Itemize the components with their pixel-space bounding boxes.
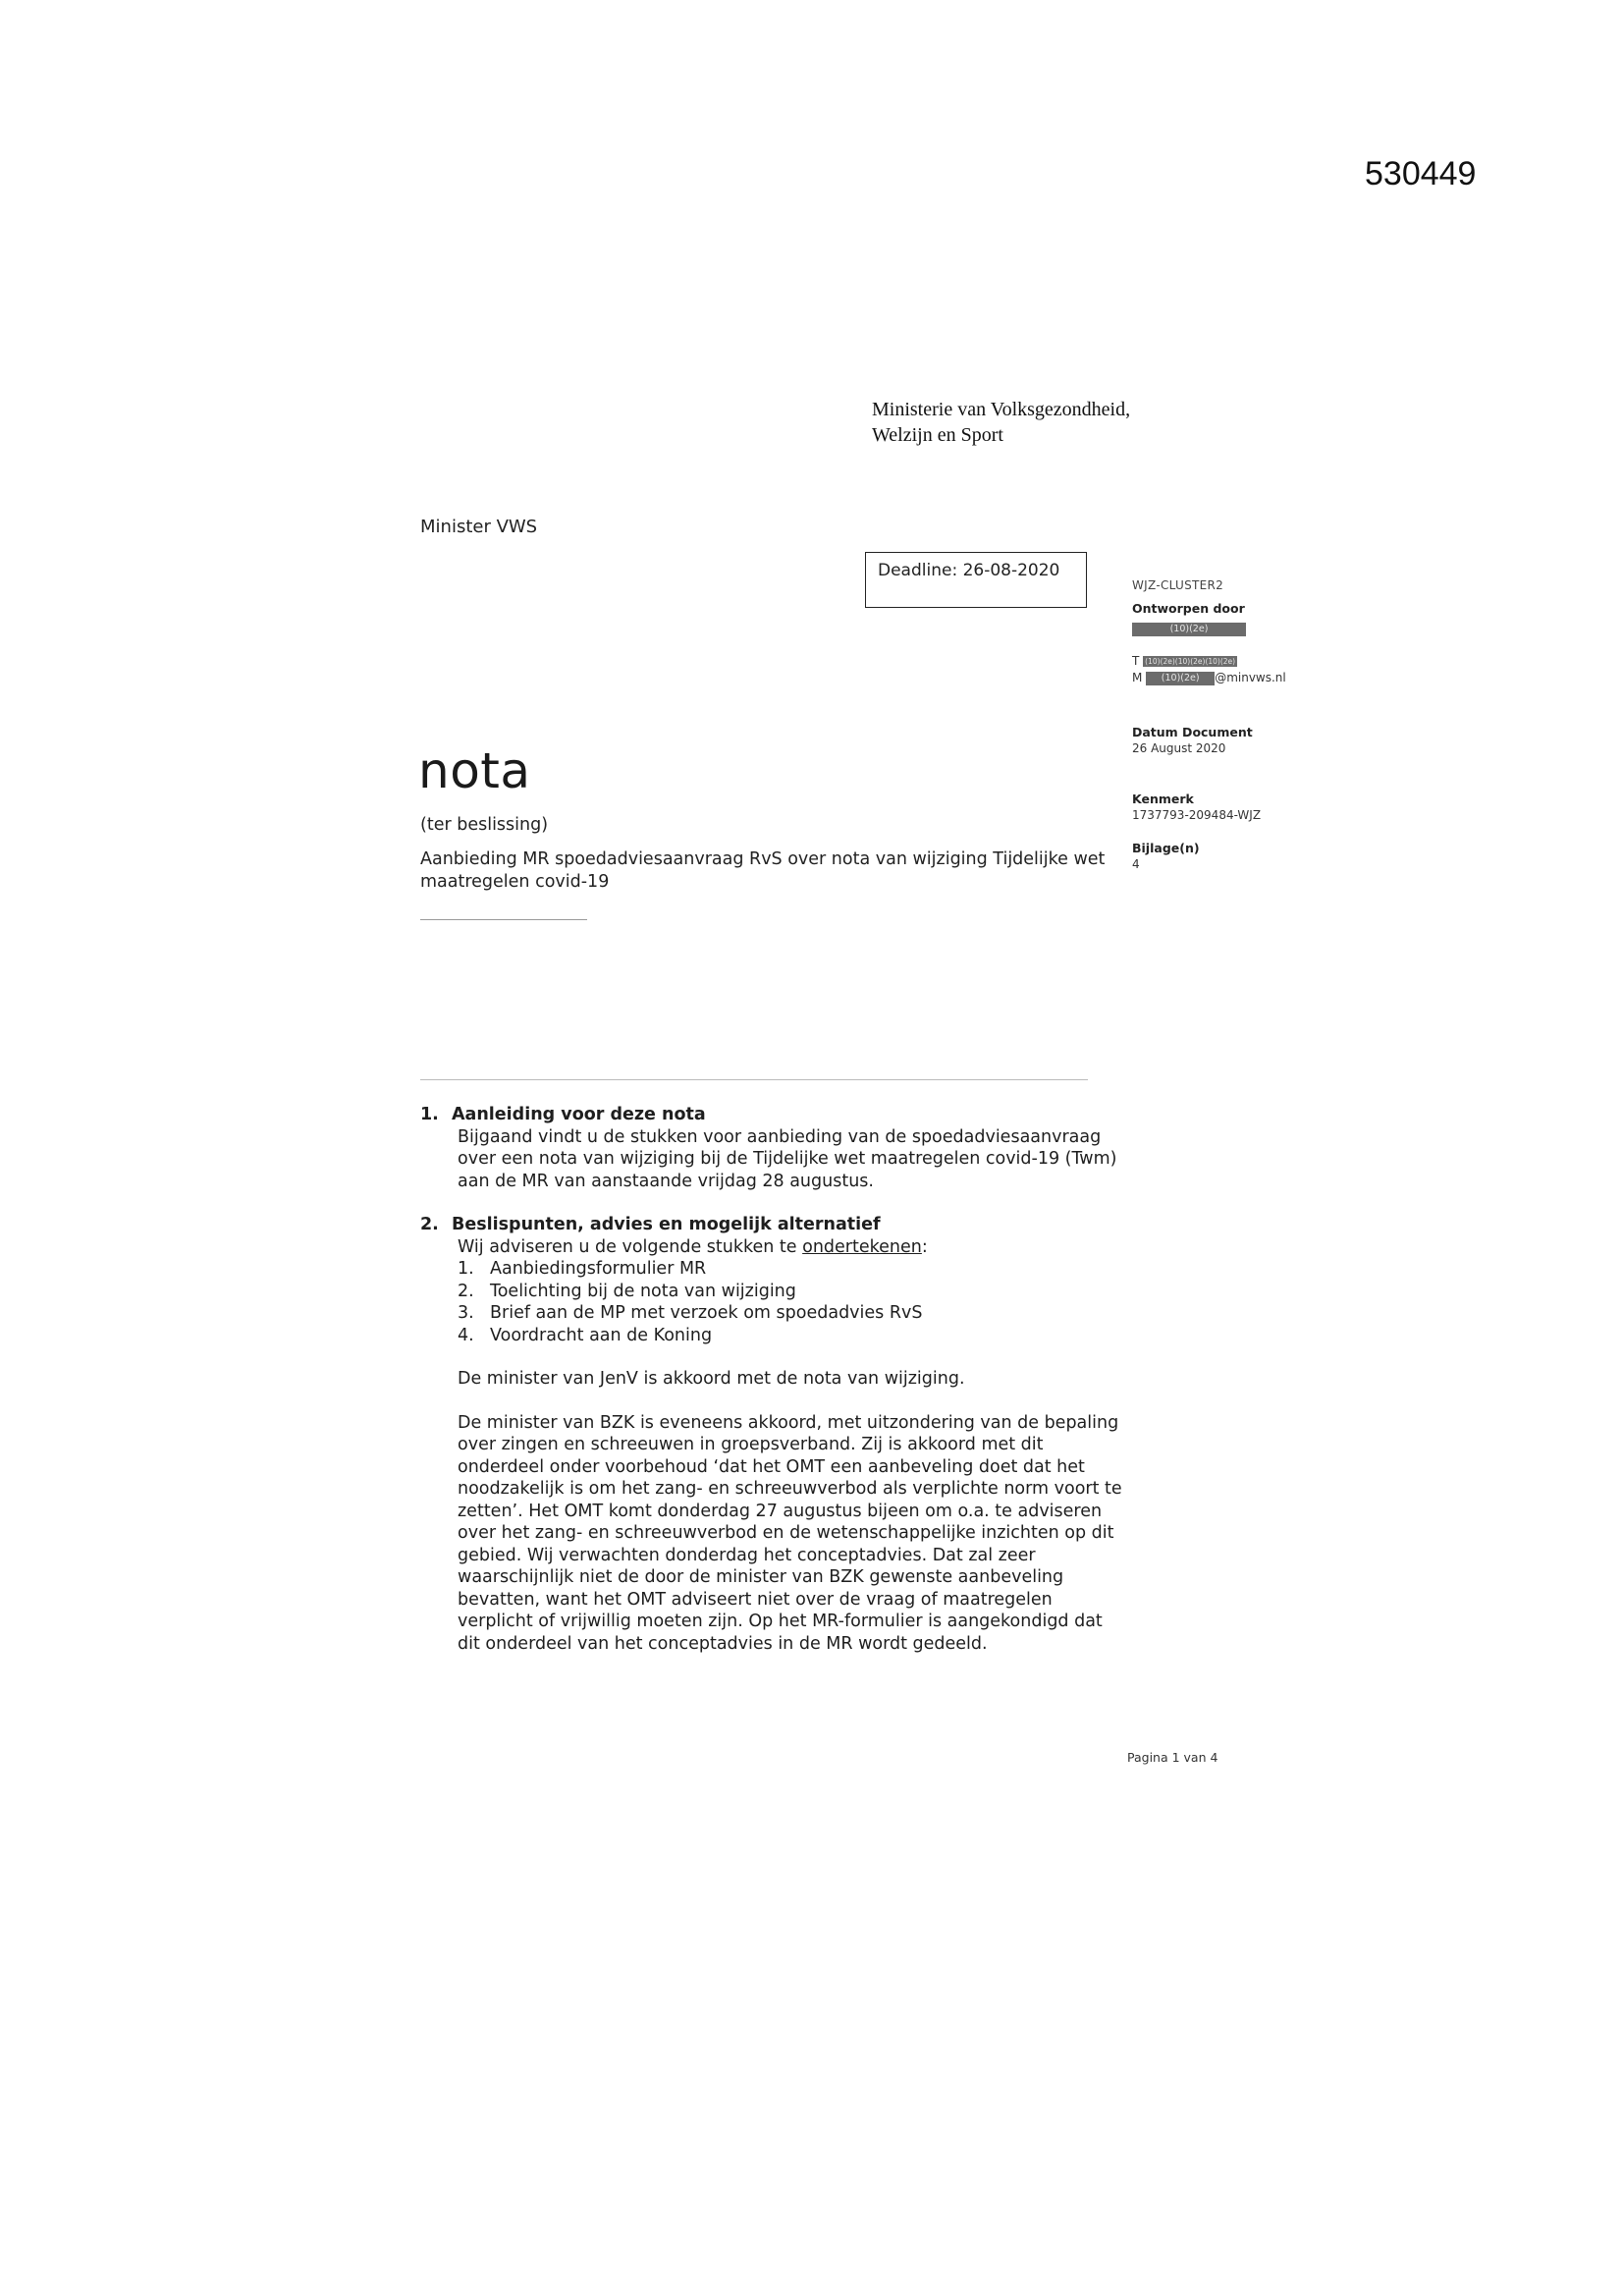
reference-value: 1737793-209484-WJZ <box>1132 808 1262 822</box>
section-1-body <box>420 1126 1127 1193</box>
documents-list <box>458 1258 1127 1346</box>
section-2 <box>420 1214 1127 1655</box>
list-item-number: 3. <box>458 1303 474 1323</box>
phone-redaction: (10)(2e)(10)(2e)(10)(2e) <box>1145 657 1236 666</box>
long-divider <box>420 1079 1088 1080</box>
mobile-redaction: (10)(2e) <box>1146 672 1215 685</box>
attachments-label: Bijlage(n) <box>1132 841 1200 855</box>
attachments-value: 4 <box>1132 857 1140 871</box>
deadline-text: Deadline: 26-08-2020 <box>878 561 1060 580</box>
designed-by-redaction: (10)(2e) <box>1132 623 1246 636</box>
date-value: 26 August 2020 <box>1132 741 1226 755</box>
designed-by-label: Ontworpen door <box>1132 601 1245 616</box>
list-item-number: 4. <box>458 1325 474 1345</box>
deadline-box <box>865 552 1087 608</box>
phone-row <box>1132 653 1328 670</box>
addressee: Minister VWS <box>420 517 538 537</box>
section-2-heading <box>420 1214 1127 1236</box>
intro-underlined-word: ondertekenen <box>802 1236 922 1257</box>
section-2-number: 2. <box>420 1215 439 1234</box>
designed-by-row <box>1132 621 1328 637</box>
section-1-text: Bijgaand vindt u de stukken voor aanbieding van de spoedadviesaanvraag over een nota van wijziging bij de Tijdelijke wet maatregelen covid-19 (Twm) aan de MR van aanstaande vrijdag 28 augustus. <box>458 1126 1117 1191</box>
paragraph-jenv: De minister van JenV is akkoord met de nota van wijziging. <box>458 1369 965 1389</box>
section-1-heading <box>420 1104 1127 1126</box>
sidebar-metadata <box>1132 577 1328 873</box>
list-item <box>458 1281 1127 1303</box>
list-item-label: Toelichting bij de nota van wijziging <box>490 1281 796 1301</box>
reference-label: Kenmerk <box>1132 792 1194 806</box>
list-item-label: Brief aan de MP met verzoek om spoedadvies RvS <box>490 1303 923 1323</box>
mobile-prefix: M <box>1132 671 1143 684</box>
intro-colon: : <box>921 1236 928 1257</box>
document-subject: Aanbieding MR spoedadviesaanvraag RvS over nota van wijziging Tijdelijke wet maatregelen covid-19 <box>420 849 1106 892</box>
document-subtitle: (ter beslissing) <box>420 815 549 835</box>
section-2-intro <box>458 1236 1127 1259</box>
email-suffix: @minvws.nl <box>1215 671 1286 684</box>
section-2-body <box>420 1236 1127 1656</box>
list-item <box>458 1325 1127 1347</box>
intro-text: Wij adviseren u de volgende stukken te <box>458 1236 803 1257</box>
paragraph-bzk: De minister van BZK is eveneens akkoord, met uitzondering van de bepaling over zingen en schreeuwen in groepsverband. Zij is akkoord met dit onderdeel onder voorbehoud ‘dat het OMT een aanbeveling doet dat het noodzakelijk is om het zang- en schreeuwverbod als verplichte norm voort te zetten’. Het OMT komt donderdag 27 augustus bijeen om o.a. te adviseren over het zang- en schreeuwverbod en de wetenschappelijke inzichten op dit gebied. Wij verwachten donderdag het conceptadvies. Dat zal zeer waarschijnlijk niet de door de minister van BZK gewenste aanbeveling bevatten, want het OMT adviseert niet over de vraag of maatregelen verplicht of vrijwillig moeten zijn. Op het MR-formulier is aangekondigd dat dit onderdeel van het conceptadvies in de MR wordt gedeeld. <box>458 1412 1122 1654</box>
list-item <box>458 1258 1127 1281</box>
section-2-title: Beslispunten, advies en mogelijk alternatief <box>452 1215 881 1234</box>
short-divider <box>420 919 587 920</box>
ministry-line-1: Ministerie van Volksgezondheid, <box>872 399 1131 420</box>
section-1-title: Aanleiding voor deze nota <box>452 1105 706 1124</box>
page-number: Pagina 1 van 4 <box>1127 1750 1218 1765</box>
list-item-number: 1. <box>458 1259 474 1279</box>
list-item-number: 2. <box>458 1281 474 1301</box>
ministry-name <box>872 397 1130 448</box>
list-item-label: Aanbiedingsformulier MR <box>490 1259 707 1279</box>
ministry-line-2: Welzijn en Sport <box>872 424 1003 446</box>
mobile-row <box>1132 670 1328 686</box>
department-code: WJZ-CLUSTER2 <box>1132 578 1224 592</box>
section-1-number: 1. <box>420 1105 439 1124</box>
document-number: 530449 <box>1365 155 1477 192</box>
list-item-label: Voordracht aan de Koning <box>490 1325 713 1345</box>
document-title: nota <box>418 742 531 799</box>
date-label: Datum Document <box>1132 725 1253 739</box>
section-1 <box>420 1104 1127 1192</box>
phone-prefix: T <box>1132 654 1140 668</box>
list-item <box>458 1302 1127 1325</box>
